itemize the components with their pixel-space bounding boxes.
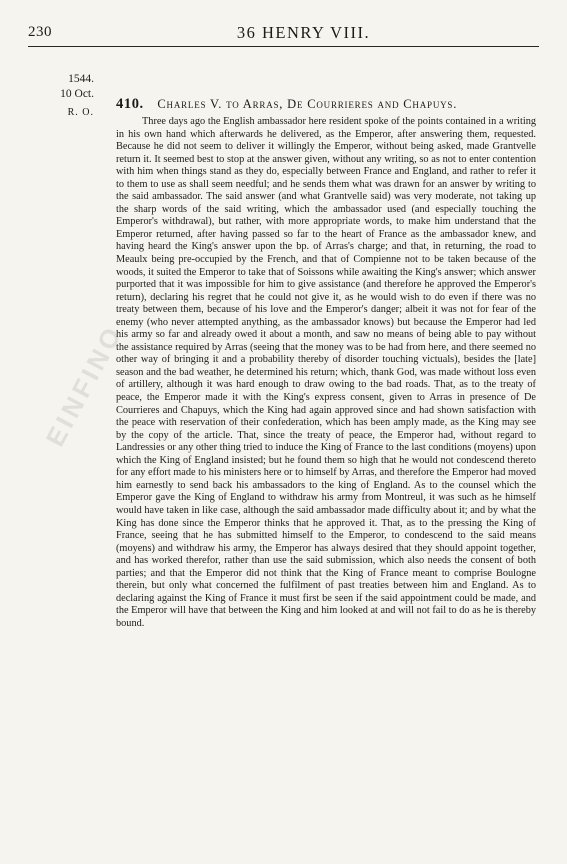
entry-body: Three days ago the English ambassador here resident spoke of the points contained in a writing in his own hand which afterwards he delivered, as the Emperor, after answering them, requested. Because he did not seem to deliver it willingly the Emperor, without being asked, made Grantvelle return it. It seemed best to stop at the answer given, without any writing, so as not to enter contention with him when things stand as they do, especially between France and England, and rather to refer it to them to use as shall seem needful; and he sends them what was drawn for an answer by writing to the said ambassador. The said answer (and what Grantvelle said) was very moderate, not taking up the sharp words of the said writing, which the ambassador used (and especially touching the Emperor's withdrawal), but rather, with more appropriate words, to make him understand that the Emperor returned, after having passed so far to the heart of France as the ambassador knew, and having heard the King's answer upon the bp. of Arras's charge; and that, in returning, the road to Meaulx being pre-occupied by the French, and that of Compienne not to be taken because of the woods, it suited the Emperor to take that of Soissons while awaiting the King's answer; which answer purported that it was impossible for him to give assistance (and therefore he approved the Emperor's return), declaring his regret that he could not give it, as he would wish to do even if there was no treaty between them, because of his love and the Emperor's danger; albeit it was not for fear of the enemy (who never attempted anything, as the ambassador knows) but because the Emperor had led his army so far and already owed it about a month, and saw no means of being able to pay without the assistance required by Arras (seeing that the money was to be had from here, and there seemed no other way of bringing it and a probability thereby of disorder touching victuals), besides the [late] season and the bad weather, he determined his return; which, thank God, was made without loss even of artillery, although it was hard enough to draw owing to the bad roads. That, as to the treaty of peace, the Emperor made it with the King's express consent, given to Arras in presence of De Courrieres and Chapuys, which the King had again approved since and had shown satisfaction with the peace with reservation of their confederation, which has been amply made, as the King may see by the copy of the article. That, since the treaty of peace, the Emperor had, without regard to Landressies or any other thing tried to induce the King of France to the last conditions (moyens) upon which the King of England insisted; but he found them so high that he would not condescend thereto for any effort made to his ministers here or to himself by Arras, and therefore the Emperor had moved him earnestly to send back his ambassadors to the king of England. As to the counsel which the Emperor gave the King of England to withdraw his army from Montreul, it was such as he himself would have taken in like case, although the said ambassador made difficulty about it; and by what the King has done since the Emperor thinks that he approved it. That, as to the pressing the King of France, seeing that he has submitted himself to the Emperor, to condescend to the said means (moyens) and withdraw his army, the Emperor has always desired that they should appoint together, and has worked therefor, rather than use the said submission, which also needs the consent of both parties; and that the Emperor did not think that the King of France meant to comprise Boulogne therein, but only what concerned the fulfilment of past treaties between him and England. As to declaring against the King of France it must first be seen if the said appointment could be made, and the Emperor will have that between the King and him looked at and will not fail to do as he is thereby bound. xyxy=(116,116,536,629)
entry-number: 410. xyxy=(116,96,144,112)
header-rule xyxy=(28,46,539,47)
watermark-text: EINFINO xyxy=(39,319,129,452)
entry-title: Charles V. to Arras, De Courrieres and Chapuys. xyxy=(157,97,458,111)
margin-note xyxy=(38,72,94,120)
margin-date: 10 Oct. xyxy=(60,88,94,100)
margin-source: R. O. xyxy=(67,107,94,118)
entry-heading xyxy=(116,96,457,113)
watermark xyxy=(28,130,129,650)
page-number: 230 xyxy=(28,24,52,40)
running-head: 36 HENRY VIII. xyxy=(236,23,371,42)
margin-year: 1544. xyxy=(68,73,94,85)
